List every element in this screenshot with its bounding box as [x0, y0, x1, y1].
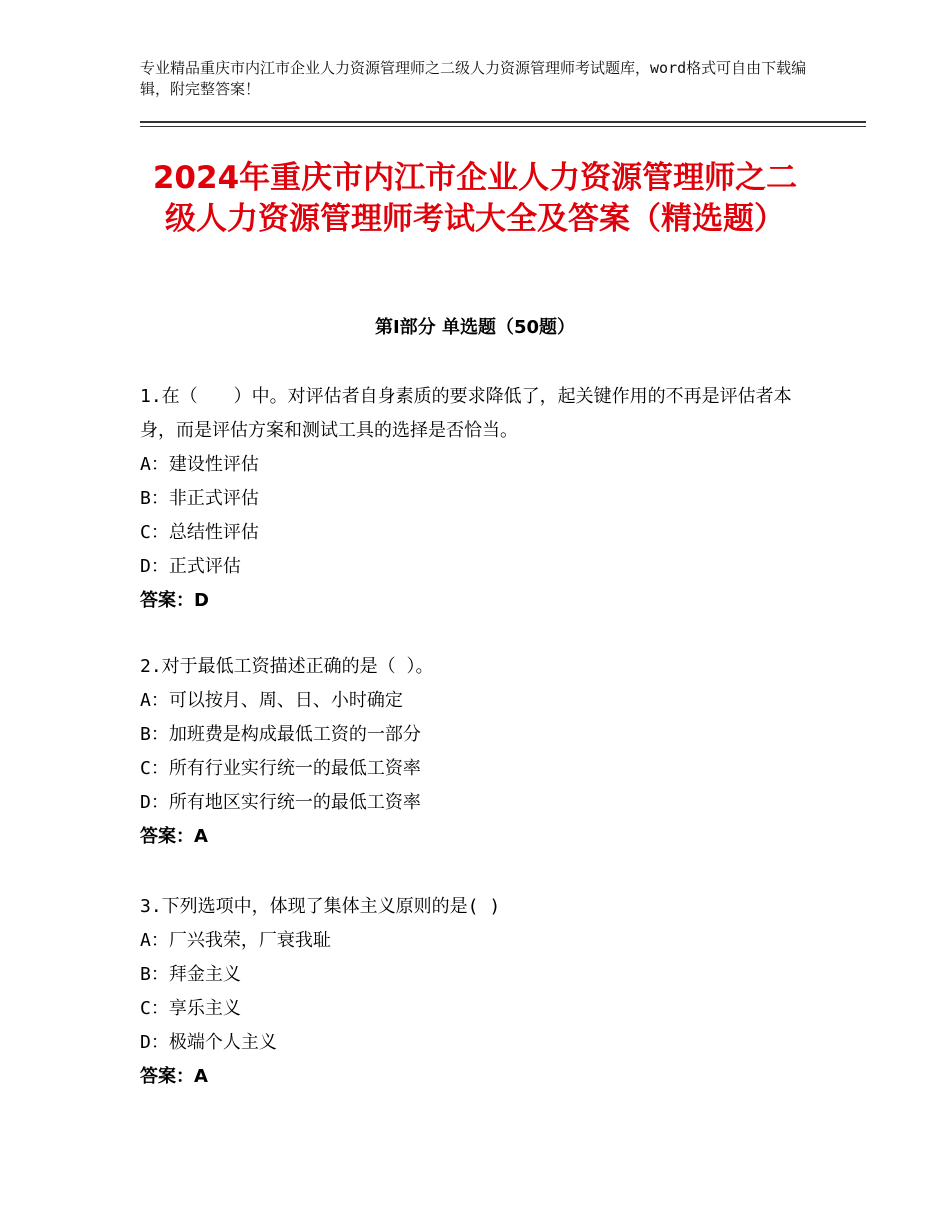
question-stem: 2.对于最低工资描述正确的是（ ）。	[140, 656, 434, 677]
question-option-b: B：非正式评估	[140, 488, 259, 509]
question-answer: 答案：A	[140, 826, 208, 847]
question-option-a: A：可以按月、周、日、小时确定	[140, 690, 403, 711]
question-option-c: C：总结性评估	[140, 522, 259, 543]
question-option-b: B：加班费是构成最低工资的一部分	[140, 724, 421, 745]
question-block	[140, 380, 810, 618]
question-answer: 答案：A	[140, 1066, 208, 1087]
header-divider-thick	[140, 121, 866, 123]
question-option-d: D：极端个人主义	[140, 1032, 277, 1053]
document-title: 2024年重庆市内江市企业人力资源管理师之二级人力资源管理师考试大全及答案（精选题）	[152, 160, 798, 237]
question-block	[140, 650, 810, 854]
question-option-a: A：厂兴我荣，厂衰我耻	[140, 930, 331, 951]
question-option-d: D：正式评估	[140, 556, 241, 577]
question-stem: 1.在（ ）中。对评估者自身素质的要求降低了，起关键作用的不再是评估者本身，而是评估方案和测试工具的选择是否恰当。	[140, 386, 792, 441]
question-option-b: B：拜金主义	[140, 964, 241, 985]
question-option-a: A：建设性评估	[140, 454, 259, 475]
question-stem: 3.下列选项中，体现了集体主义原则的是( )	[140, 896, 501, 917]
question-option-d: D：所有地区实行统一的最低工资率	[140, 792, 421, 813]
header-divider-thin	[140, 126, 866, 127]
header-note: 专业精品重庆市内江市企业人力资源管理师之二级人力资源管理师考试题库，word格式可自由下载编辑，附完整答案！	[140, 59, 807, 98]
question-option-c: C：享乐主义	[140, 998, 241, 1019]
question-answer: 答案：D	[140, 590, 209, 611]
section-title: 第Ⅰ部分 单选题（50题）	[374, 317, 575, 338]
question-block	[140, 890, 810, 1094]
question-option-c: C：所有行业实行统一的最低工资率	[140, 758, 421, 779]
